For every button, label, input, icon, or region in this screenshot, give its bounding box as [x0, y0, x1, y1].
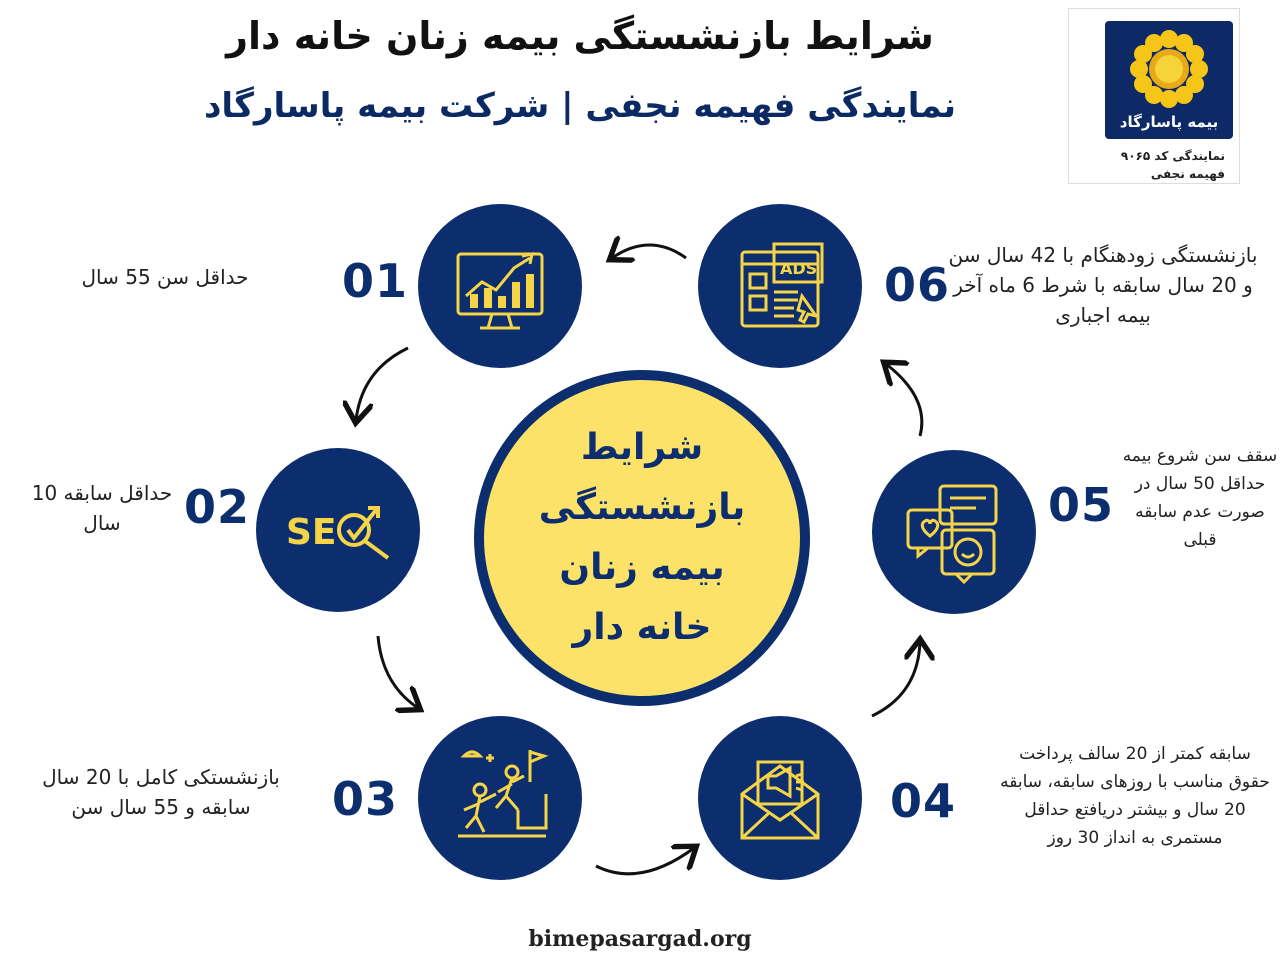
step-03-circle — [418, 716, 582, 880]
step-04-number: 04 — [890, 774, 957, 828]
step-02-circle — [256, 448, 420, 612]
step-03-text: بازنشستکی کامل با 20 سال سابقه و 55 سال سن — [42, 765, 280, 819]
step-03-number: 03 — [332, 772, 399, 826]
page-subtitle: نمایندگی فهیمه نجفی | شرکت بیمه پاسارگاد — [203, 86, 957, 126]
chart-monitor-icon — [418, 204, 582, 368]
logo-agent-name: فهیمه نجفی — [1150, 167, 1225, 181]
arrow-01-to-02 — [356, 348, 408, 420]
chat-bubbles-icon — [872, 450, 1036, 614]
logo-brand-name: بیمه پاسارگاد — [1119, 113, 1219, 131]
ads-browser-icon — [698, 204, 862, 368]
logo-agency-code: نمایندگی کد ۹۰۶۵ — [1120, 149, 1225, 163]
arrow-03-to-04 — [596, 848, 694, 874]
page-title: شرایط بازنشستگی بیمه زنان خانه دار — [226, 14, 934, 58]
seo-magnifier-icon — [256, 448, 420, 612]
center-inner-circle — [484, 380, 800, 696]
megaphone-envelope-icon — [698, 716, 862, 880]
step-01-number: 01 — [342, 254, 409, 308]
step-05-number: 05 — [1048, 478, 1115, 532]
step-02-number: 02 — [184, 480, 251, 534]
center-circle — [474, 370, 810, 706]
step-06-circle — [698, 204, 862, 368]
step-04-text: سابقه کمتر از 20 سالف پرداخت حقوق مناسب با روزهای سابقه، سابقه 20 سال و بیشتر دریافتع حداقل مستمری به انداز 30 روز — [1000, 744, 1270, 848]
step-06-text: بازنشستگی زودهنگام با 42 سال سن و 20 سال سابقه با شرط 6 ماه آخر بیمه اجباری — [948, 243, 1258, 327]
arrow-04-to-05 — [872, 642, 920, 716]
step-05-circle — [872, 450, 1036, 614]
center-title: شرایط بازنشستگی بیمه زنان خانه دار — [538, 427, 746, 648]
step-01-circle — [418, 204, 582, 368]
arrow-02-to-03 — [378, 636, 418, 708]
step-02-text: حداقل سابقه 10 سال — [31, 481, 173, 535]
step-04-circle — [698, 716, 862, 880]
website-link[interactable]: bimepasargad.org — [528, 926, 752, 952]
svg-text:ADS: ADS — [780, 259, 818, 278]
arrow-06-to-01 — [612, 245, 686, 258]
step-05-text: سقف سن شروع بیمه حداقل 50 سال در صورت عدم سابقه قبلی — [1122, 446, 1278, 550]
step-06-number: 06 — [884, 258, 951, 312]
climbing-people-icon — [418, 716, 582, 880]
step-01-text: حداقل سن 55 سال — [81, 265, 249, 289]
arrow-05-to-06 — [886, 364, 922, 436]
svg-text:SE: SE — [286, 512, 337, 553]
